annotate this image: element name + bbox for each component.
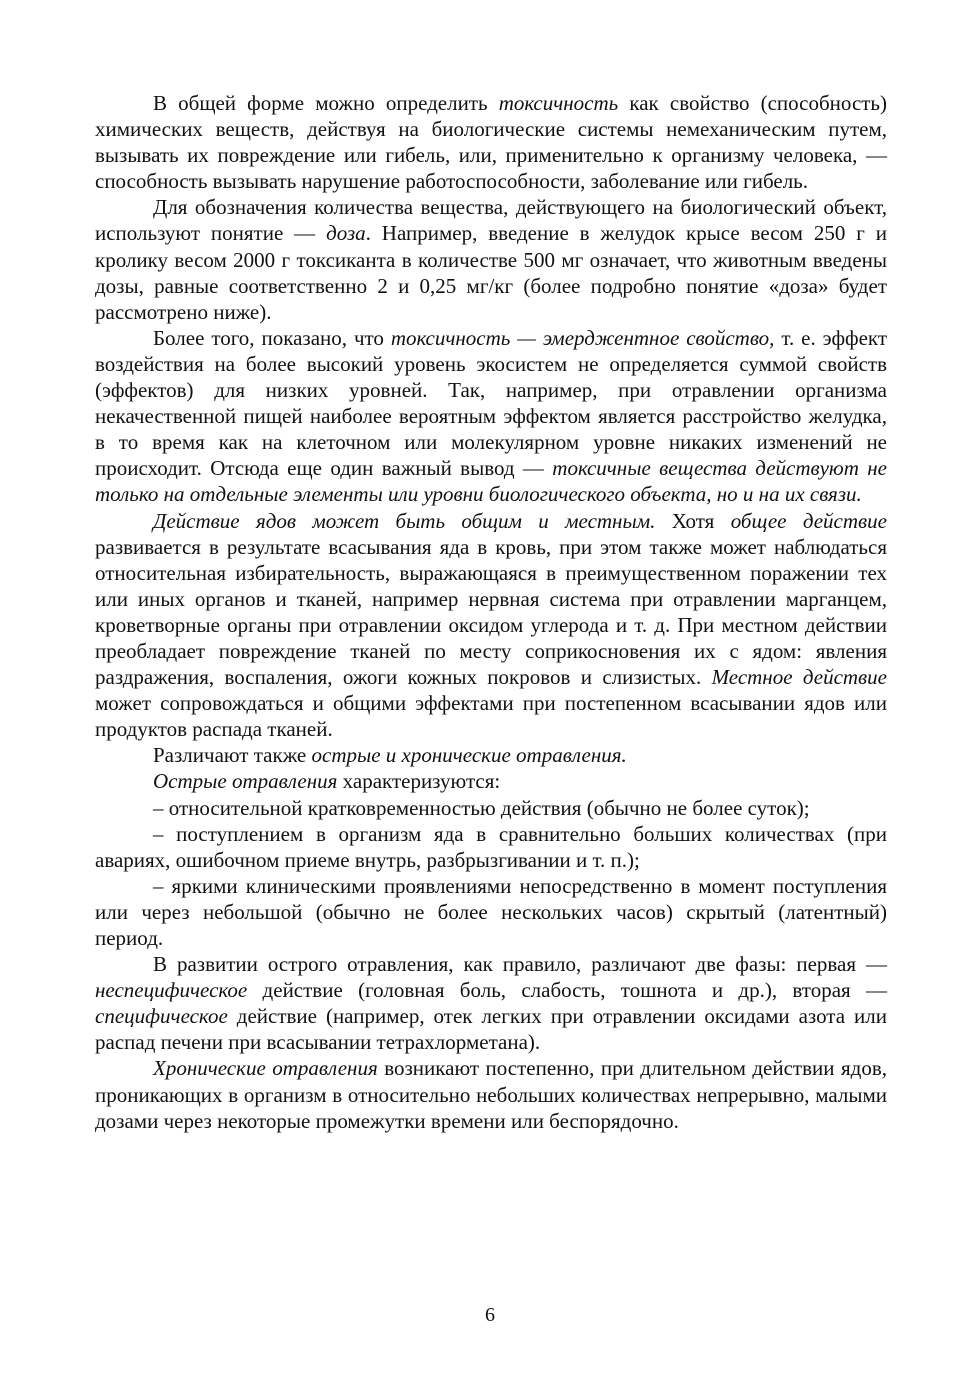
paragraph-emergent-property: Более того, показано, что токсичность — эмерджентное свойство, т. е. эффект воздействия на более высокий уровень экосистем не определяется суммой свойств (эффектов) для низких уровней. Так, например, при отравлении организма некачественной пищей наиболее вероятным эффектом является расстройство желудка, в то время как на клеточном или молекулярном уровне никаких изменений не происходит. Отсюда еще один важный вывод — токсичные вещества действуют не только на отдельные элементы или уровни биологического объекта, но и на их связи. (95, 325, 888, 507)
paragraph-acute-intro: Острые отравления характеризуются: (153, 769, 501, 794)
paragraph-general-local-action: Действие ядов может быть общим и местным. Хотя общее действие развивается в результате всасывания яда в кровь, при этом также может наблюдаться относительная избирательность, выражающаяся в преимущественном поражении тех или иных органов и тканей, например нервная система при отравлении марганцем, кроветворные органы при отравлении оксидом углерода и т. д. При местном действии преобладает повреждение тканей по месту соприкосновения их с ядом: явления раздражения, воспаления, ожоги кожных покровов и слизистых. Местное действие может сопровождаться и общими эффектами при постепенном всасывании ядов или продуктов распада тканей. (95, 508, 887, 742)
paragraph-acute-phases: В развитии острого отравления, как правило, различают две фазы: первая — неспецифическое действие (головная боль, слабость, тошнота и др.), вторая — специфическое действие (например, отек легких при отравлении оксидами азота или распад печени при всасывании тетрахлорметана). (95, 952, 887, 1055)
paragraph-chronic: Хронические отравления возникают постепенно, при длительном действии ядов, проникающих в организм в относительно небольших количествах непрерывно, малыми дозами через некоторые промежутки времени или беспорядочно. (95, 1056, 887, 1133)
list-item-clinical-signs: – яркими клиническими проявлениями непосредственно в момент поступления или через небольшой (обычно не более нескольких часов) скрытый (латентный) период. (95, 873, 887, 950)
paragraph-dose: Для обозначения количества вещества, действующего на биологический объект, используют понятие — доза. Например, введение в желудок крысе весом 250 г и кролику весом 2000 г токсиканта в количестве 500 мг означает, что животным введены дозы, равные соответственно 2 и 0,25 мг/кг (более подробно понятие «доза» будет рассмотрено ниже). (95, 195, 887, 324)
paragraph-acute-chronic: Различают также острые и хронические отравления. (153, 743, 627, 768)
page-number: 6 (485, 1304, 495, 1326)
page-body (95, 90, 887, 1134)
paragraph-toxicity-definition: В общей форме можно определить токсичность как свойство (способность) химических веществ, действуя на биологические системы немеханическим путем, вызывать их повреждение или гибель, или, применительно к организму человека, — способность вызывать нарушение работоспособности, заболевание или гибель. (95, 91, 888, 194)
list-item-large-amounts: – поступлением в организм яда в сравнительно больших количествах (при авариях, ошибочном приеме внутрь, разбрызгивании и т. п.); (95, 821, 887, 872)
list-item-short-duration: – относительной кратковременностью действия (обычно не более суток); (153, 795, 810, 820)
